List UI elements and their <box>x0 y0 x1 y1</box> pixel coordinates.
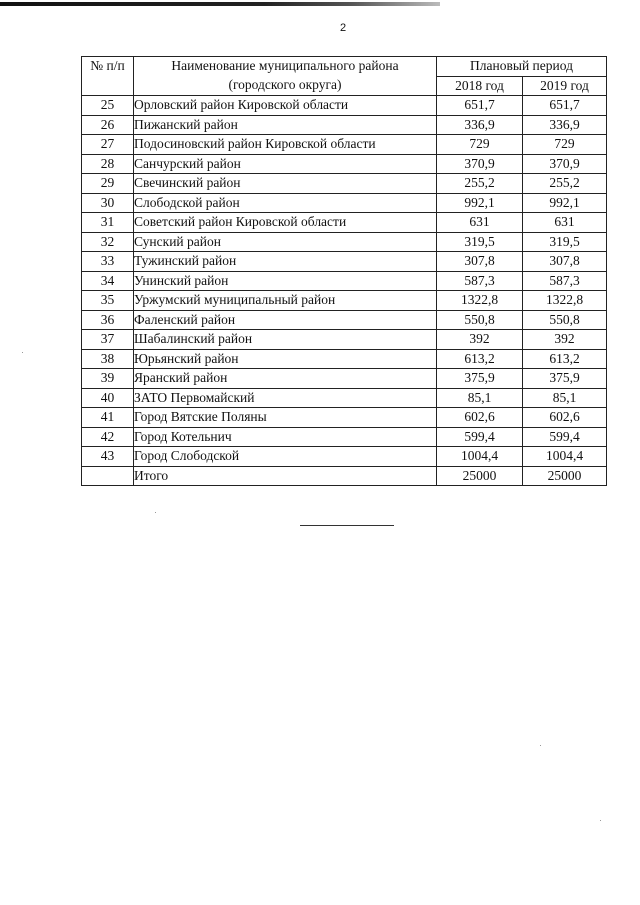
row-number: 34 <box>82 271 134 291</box>
row-district-name: Юрьянский район <box>134 349 437 369</box>
row-number: 42 <box>82 427 134 447</box>
row-value-2019: 602,6 <box>523 408 607 428</box>
row-value-2018: 336,9 <box>437 115 523 135</box>
table-row <box>82 388 607 408</box>
table-row <box>82 135 607 155</box>
row-value-2019: 392 <box>523 330 607 350</box>
table-row <box>82 310 607 330</box>
row-value-2019: 599,4 <box>523 427 607 447</box>
row-number: 29 <box>82 174 134 194</box>
allocation-table <box>81 56 607 486</box>
table-row <box>82 369 607 389</box>
row-value-2019: 651,7 <box>523 96 607 116</box>
row-value-2019: 1004,4 <box>523 447 607 467</box>
header-name <box>134 57 437 96</box>
header-name-line1: Наименование муниципального района <box>171 58 399 73</box>
row-value-2018: 550,8 <box>437 310 523 330</box>
row-district-name: Яранский район <box>134 369 437 389</box>
row-value-2018: 602,6 <box>437 408 523 428</box>
scan-speck <box>22 352 23 353</box>
row-number: 33 <box>82 252 134 272</box>
row-number: 41 <box>82 408 134 428</box>
table-row <box>82 447 607 467</box>
row-value-2018: 307,8 <box>437 252 523 272</box>
row-number: 39 <box>82 369 134 389</box>
row-value-2019: 992,1 <box>523 193 607 213</box>
row-district-name: Советский район Кировской области <box>134 213 437 233</box>
table-row <box>82 349 607 369</box>
top-scan-rule <box>0 2 440 6</box>
row-value-2018: 392 <box>437 330 523 350</box>
row-district-name: Пижанский район <box>134 115 437 135</box>
row-value-2018: 631 <box>437 213 523 233</box>
scan-speck <box>600 820 601 821</box>
header-name-line2: (городского округа) <box>228 76 342 92</box>
row-number: 25 <box>82 96 134 116</box>
table-row <box>82 408 607 428</box>
row-value-2018: 1322,8 <box>437 291 523 311</box>
header-planned-period: Плановый период <box>437 57 607 77</box>
table-row <box>82 252 607 272</box>
row-value-2018: 587,3 <box>437 271 523 291</box>
row-value-2019: 550,8 <box>523 310 607 330</box>
row-district-name: Свечинский район <box>134 174 437 194</box>
row-value-2018: 319,5 <box>437 232 523 252</box>
table-row <box>82 427 607 447</box>
row-district-name: Город Вятские Поляны <box>134 408 437 428</box>
row-value-2019: 375,9 <box>523 369 607 389</box>
row-number: 28 <box>82 154 134 174</box>
row-value-2019: 613,2 <box>523 349 607 369</box>
row-number: 27 <box>82 135 134 155</box>
scan-speck <box>540 745 541 746</box>
table-header-row <box>82 57 607 77</box>
row-value-2019: 319,5 <box>523 232 607 252</box>
row-number: 30 <box>82 193 134 213</box>
row-number: 35 <box>82 291 134 311</box>
row-value-2019: 255,2 <box>523 174 607 194</box>
row-district-name: Фаленский район <box>134 310 437 330</box>
row-district-name: Уржумский муниципальный район <box>134 291 437 311</box>
header-year-2019: 2019 год <box>523 76 607 96</box>
total-2018: 25000 <box>437 466 523 486</box>
row-value-2018: 85,1 <box>437 388 523 408</box>
row-number: 38 <box>82 349 134 369</box>
end-of-table-rule <box>300 525 394 526</box>
total-label: Итого <box>134 466 437 486</box>
table-row <box>82 271 607 291</box>
row-number: 43 <box>82 447 134 467</box>
row-number: 40 <box>82 388 134 408</box>
row-value-2019: 631 <box>523 213 607 233</box>
row-number: 31 <box>82 213 134 233</box>
row-value-2018: 370,9 <box>437 154 523 174</box>
table-body <box>82 96 607 467</box>
row-district-name: Подосиновский район Кировской области <box>134 135 437 155</box>
row-value-2018: 599,4 <box>437 427 523 447</box>
row-district-name: Город Котельнич <box>134 427 437 447</box>
table-row <box>82 154 607 174</box>
row-value-2019: 729 <box>523 135 607 155</box>
row-district-name: Санчурский район <box>134 154 437 174</box>
row-value-2019: 336,9 <box>523 115 607 135</box>
table-row <box>82 115 607 135</box>
row-value-2018: 992,1 <box>437 193 523 213</box>
row-value-2018: 1004,4 <box>437 447 523 467</box>
row-district-name: ЗАТО Первомайский <box>134 388 437 408</box>
row-district-name: Шабалинский район <box>134 330 437 350</box>
row-number: 37 <box>82 330 134 350</box>
total-row <box>82 466 607 486</box>
row-district-name: Тужинский район <box>134 252 437 272</box>
row-number: 36 <box>82 310 134 330</box>
page-number: 2 <box>340 22 347 34</box>
row-value-2019: 85,1 <box>523 388 607 408</box>
table-row <box>82 96 607 116</box>
row-value-2018: 375,9 <box>437 369 523 389</box>
row-value-2018: 651,7 <box>437 96 523 116</box>
row-value-2019: 587,3 <box>523 271 607 291</box>
table-row <box>82 330 607 350</box>
table-row <box>82 174 607 194</box>
header-number: № п/п <box>82 57 134 96</box>
row-value-2018: 255,2 <box>437 174 523 194</box>
row-district-name: Город Слободской <box>134 447 437 467</box>
table-row <box>82 291 607 311</box>
row-value-2018: 613,2 <box>437 349 523 369</box>
total-number <box>82 466 134 486</box>
row-value-2019: 1322,8 <box>523 291 607 311</box>
row-district-name: Сунский район <box>134 232 437 252</box>
row-district-name: Унинский район <box>134 271 437 291</box>
row-value-2019: 370,9 <box>523 154 607 174</box>
table-row <box>82 213 607 233</box>
row-district-name: Орловский район Кировской области <box>134 96 437 116</box>
header-year-2018: 2018 год <box>437 76 523 96</box>
table-row <box>82 232 607 252</box>
row-value-2019: 307,8 <box>523 252 607 272</box>
table-row <box>82 193 607 213</box>
row-number: 32 <box>82 232 134 252</box>
total-2019: 25000 <box>523 466 607 486</box>
row-value-2018: 729 <box>437 135 523 155</box>
scan-speck <box>155 512 156 513</box>
row-number: 26 <box>82 115 134 135</box>
row-district-name: Слободской район <box>134 193 437 213</box>
